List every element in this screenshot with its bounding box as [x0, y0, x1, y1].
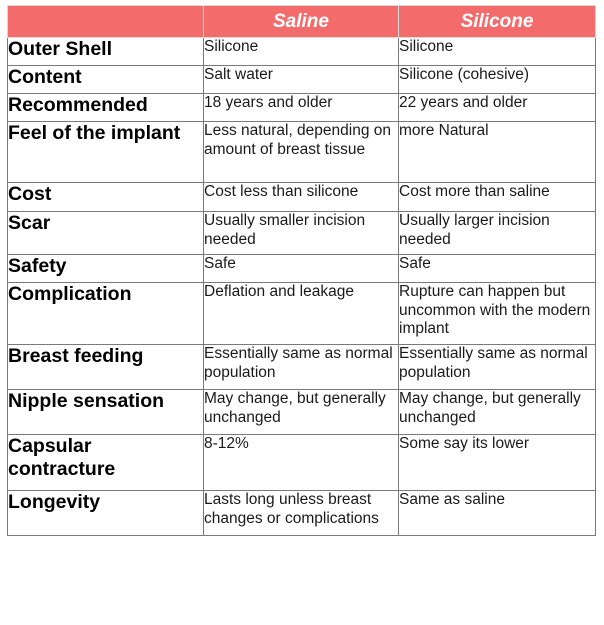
silicone-cell: 22 years and older	[399, 94, 596, 122]
row-label: Recommended	[8, 94, 204, 122]
saline-cell: Usually smaller incision needed	[204, 212, 399, 255]
table-row	[8, 283, 596, 345]
header-saline: Saline	[204, 6, 399, 38]
row-label: Safety	[8, 255, 204, 283]
saline-cell: Safe	[204, 255, 399, 283]
silicone-cell: Silicone	[399, 38, 596, 66]
saline-vs-silicone-table	[7, 5, 596, 536]
table-row	[8, 255, 596, 283]
silicone-cell: Rupture can happen but uncommon with the modern implant	[399, 283, 596, 345]
table-row	[8, 390, 596, 435]
saline-cell: 8-12%	[204, 435, 399, 491]
silicone-cell: more Natural	[399, 122, 596, 183]
table-row	[8, 66, 596, 94]
saline-cell: Essentially same as normal population	[204, 345, 399, 390]
comparison-table-container	[7, 5, 596, 536]
saline-cell: 18 years and older	[204, 94, 399, 122]
row-label: Scar	[8, 212, 204, 255]
header-row	[8, 6, 596, 38]
row-label: Capsular contracture	[8, 435, 204, 491]
saline-cell: Less natural, depending on amount of breast tissue	[204, 122, 399, 183]
table-row	[8, 122, 596, 183]
table-row	[8, 435, 596, 491]
row-label: Nipple sensation	[8, 390, 204, 435]
saline-cell: Deflation and leakage	[204, 283, 399, 345]
table-row	[8, 38, 596, 66]
row-label: Complication	[8, 283, 204, 345]
saline-cell: Silicone	[204, 38, 399, 66]
row-label: Content	[8, 66, 204, 94]
table-row	[8, 345, 596, 390]
row-label: Breast feeding	[8, 345, 204, 390]
row-label: Longevity	[8, 491, 204, 536]
table-row	[8, 212, 596, 255]
silicone-cell: Same as saline	[399, 491, 596, 536]
row-label: Cost	[8, 183, 204, 212]
silicone-cell: Some say its lower	[399, 435, 596, 491]
saline-cell: Cost less than silicone	[204, 183, 399, 212]
saline-cell: May change, but generally unchanged	[204, 390, 399, 435]
silicone-cell: May change, but generally unchanged	[399, 390, 596, 435]
saline-cell: Salt water	[204, 66, 399, 94]
silicone-cell: Safe	[399, 255, 596, 283]
row-label: Feel of the implant	[8, 122, 204, 183]
saline-cell: Lasts long unless breast changes or complications	[204, 491, 399, 536]
table-row	[8, 183, 596, 212]
silicone-cell: Usually larger incision needed	[399, 212, 596, 255]
silicone-cell: Essentially same as normal population	[399, 345, 596, 390]
header-silicone: Silicone	[399, 6, 596, 38]
header-corner-cell	[8, 6, 204, 38]
row-label: Outer Shell	[8, 38, 204, 66]
silicone-cell: Silicone (cohesive)	[399, 66, 596, 94]
table-row	[8, 94, 596, 122]
table-row	[8, 491, 596, 536]
silicone-cell: Cost more than saline	[399, 183, 596, 212]
